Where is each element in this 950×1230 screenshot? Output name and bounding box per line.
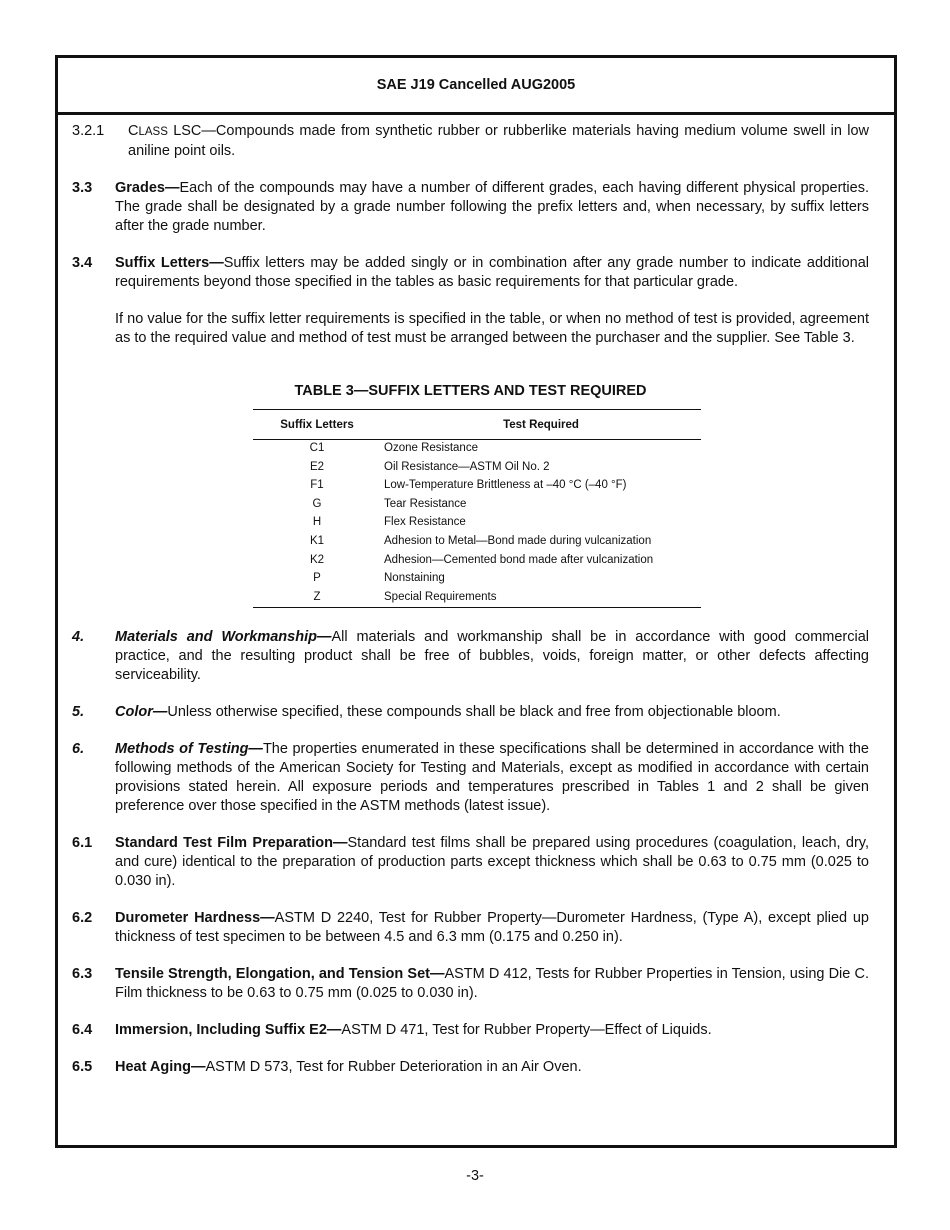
section-number: 6.5 xyxy=(72,1059,93,1076)
section-3-3 xyxy=(72,179,869,236)
class-word: CLASS xyxy=(128,123,168,139)
section-text: LSC—Compounds made from synthetic rubber or rubberlike materials having medium volume swell in low aniline point oils. xyxy=(128,123,869,159)
section-text: The properties enumerated in these specifications shall be determined in accordance with the following methods of the American Society for Testing and Materials, except as modified in accordance with certain provisions stated herein. All exposure periods and temperatures prescribed in Tables 1 and 2 shall be given preference over those specified in the ASTM methods (latest issue). xyxy=(115,741,869,815)
suffix-cell: K2 xyxy=(309,553,325,566)
test-cell: Flex Resistance xyxy=(384,516,466,529)
section-number: 6.4 xyxy=(72,1022,93,1039)
section-3-4-paragraph-2: If no value for the suffix letter requirements is specified in the table, or when no method of test is provided, agreement as to the required value and method of test must be arranged between the purchaser and the supplier. See Table 3. xyxy=(115,311,869,346)
suffix-cell: Z xyxy=(253,589,381,608)
suffix-cell: F1 xyxy=(310,479,324,492)
section-6-2 xyxy=(72,909,869,947)
section-title: Heat Aging— xyxy=(115,1059,206,1076)
test-cell: Ozone Resistance xyxy=(384,442,478,454)
section-text: Each of the compounds may have a number of different grades, each having different physical properties. The grade shall be designated by a grade number following the prefix letters and, when necessary, by suffix letters after the grade number. xyxy=(115,180,869,234)
section-3-4 xyxy=(72,254,869,292)
page-number: -3- xyxy=(466,1168,484,1184)
section-text: ASTM D 573, Test for Rubber Deterioration in an Air Oven. xyxy=(205,1059,582,1076)
table-3 xyxy=(72,382,869,608)
test-cell: Nonstaining xyxy=(384,572,445,585)
section-number: 4. xyxy=(72,629,85,646)
table-title: TABLE 3—SUFFIX LETTERS AND TEST REQUIRED xyxy=(294,383,647,399)
section-text: All materials and workmanship shall be in accordance with good commercial practice, and the resulting product shall be free of bubbles, voids, foreign matter, or other defects affecting serviceability. xyxy=(115,629,870,684)
suffix-cell: P xyxy=(313,572,321,585)
test-cell: Adhesion to Metal—Bond made during vulcanization xyxy=(384,534,652,547)
section-text: ASTM D 471, Test for Rubber Property—Effect of Liquids. xyxy=(341,1022,712,1039)
section-number: 5. xyxy=(72,704,85,721)
section-title: Methods of Testing— xyxy=(115,741,263,758)
section-5 xyxy=(72,703,869,722)
table-row xyxy=(253,552,701,571)
section-title: Suffix Letters— xyxy=(115,255,224,271)
section-number: 6.2 xyxy=(72,910,93,927)
section-6-1 xyxy=(72,834,869,891)
table-row xyxy=(253,459,701,478)
section-6-3 xyxy=(72,965,869,1003)
section-title: Materials and Workmanship— xyxy=(115,629,332,646)
section-number: 6.3 xyxy=(72,966,93,983)
page-frame xyxy=(55,55,897,1148)
section-title: Standard Test Film Preparation— xyxy=(115,835,348,852)
section-number: 3.3 xyxy=(72,180,93,196)
table-row xyxy=(253,477,701,496)
page-header: SAE J19 Cancelled AUG2005 xyxy=(58,58,894,115)
suffix-cell: K1 xyxy=(309,534,325,547)
section-text: Unless otherwise specified, these compounds shall be black and free from objectionable bloom. xyxy=(167,704,781,721)
suffix-cell: E2 xyxy=(309,460,325,473)
table-row xyxy=(253,570,701,589)
table-row xyxy=(253,533,701,552)
column-header-suffix: Suffix Letters xyxy=(253,410,381,440)
section-title: Immersion, Including Suffix E2— xyxy=(115,1022,342,1039)
section-number: 3.2.1 xyxy=(72,123,105,139)
document-body xyxy=(72,122,869,1095)
section-4 xyxy=(72,628,869,685)
test-cell: Adhesion—Cemented bond made after vulcanization xyxy=(384,553,654,566)
suffix-cell: G xyxy=(312,497,322,510)
section-number: 3.4 xyxy=(72,255,93,271)
test-cell: Tear Resistance xyxy=(384,497,467,510)
section-title: Color— xyxy=(115,704,168,721)
column-header-test: Test Required xyxy=(381,410,701,440)
test-cell: Oil Resistance—ASTM Oil No. 2 xyxy=(384,460,550,473)
section-text: ASTM D 412, Tests for Rubber Properties in Tension, using Die C. Film thickness to be 0.63 to 0.75 mm (0.025 to 0.030 in). xyxy=(115,966,869,1002)
section-title: Durometer Hardness— xyxy=(115,910,275,927)
suffix-cell: C1 xyxy=(309,442,325,454)
class-word-smallcaps: LASS xyxy=(138,126,168,138)
section-3-2-1 xyxy=(72,122,869,161)
section-text: Standard test films shall be prepared using procedures (coagulation, leach, dry, and cure) identical to the preparation of production parts except thickness which shall be 0.63 to 0.75 mm (0.025 to 0.030 in). xyxy=(115,835,869,890)
section-text: Suffix letters may be added singly or in combination after any grade number to indicate additional requirements beyond those specified in the tables as basic requirements for that particular grade. xyxy=(115,255,869,290)
suffix-cell: H xyxy=(312,516,322,529)
test-cell: Special Requirements xyxy=(381,589,701,608)
test-cell: Low-Temperature Brittleness at –40 °C (–40 °F) xyxy=(384,479,627,492)
section-number: 6. xyxy=(72,741,85,758)
section-6 xyxy=(72,740,869,816)
table-row xyxy=(253,496,701,515)
section-6-5 xyxy=(72,1058,869,1077)
table-row xyxy=(253,589,701,608)
table-row xyxy=(253,440,701,459)
table-row xyxy=(253,514,701,533)
section-number: 6.1 xyxy=(72,835,93,852)
suffix-table xyxy=(253,409,701,608)
section-title: Tensile Strength, Elongation, and Tension Set— xyxy=(115,966,445,983)
section-6-4 xyxy=(72,1021,869,1040)
section-text: ASTM D 2240, Test for Rubber Property—Durometer Hardness, (Type A), except plied up thickness of test specimen to be between 4.5 and 6.3 mm (0.175 and 0.250 in). xyxy=(115,910,869,946)
section-title: Grades— xyxy=(115,180,180,196)
